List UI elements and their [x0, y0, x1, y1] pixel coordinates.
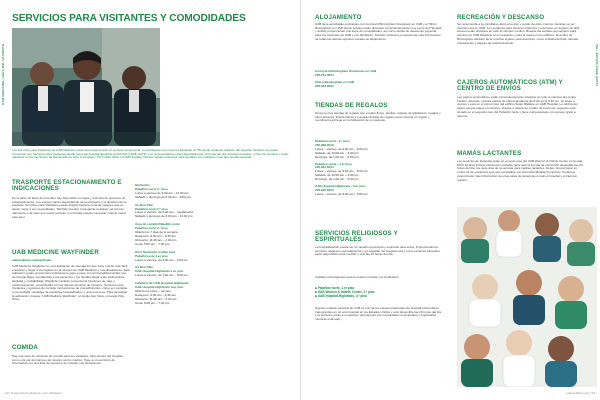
location-place: Pabellón norte 2.º piso	[135, 206, 168, 211]
section-heading-atm: CAJEROS AUTOMÁTICOS (ATM) Y CENTRO DE ENVÍOS	[457, 79, 563, 93]
location-hours: Sábado y domingo de 6:00 am – 11:00 pm	[135, 214, 193, 219]
gift-shop-phone[interactable]: 205.934.6434	[315, 165, 334, 170]
dining-location	[135, 282, 225, 305]
chapel-item: ■ UAB Women & Infants Center, 2.º piso	[315, 289, 375, 294]
section-heading-wayfinder: UAB MEDICINE WAYFINDER	[12, 249, 99, 256]
section-heading-religious: SERVICIOS RELIGIOSOS Y ESPIRITUALES	[315, 230, 398, 244]
gift-shop-list	[315, 140, 443, 197]
gift-shop-item	[315, 185, 443, 197]
lodging-phone[interactable]: 205.254.0004	[315, 72, 334, 77]
left-footer: 12 | Guía para el paciente y los visitantes	[5, 391, 62, 395]
section-body-nursing: Los servicios de lactancia están en el sexto piso del UAB Women & Infants Center en la sala 6110. El área incluye estaciones privadas para usar la bomba de extracción disponible las 24 horas del día, los siete días de la semana para madres lactantes. Deben proporcionar su propio kit de extracción que sea compatible con la bomba Medela Symphony. Podemos proporcionar más información de otras salas de lactancia en todo el hospital y el campus médico.	[457, 159, 583, 182]
section-body-gift-shops: Tenemos tres tiendas de regalos que venden flores, plantas, tarjetas de felicitación, regalos y otros artículos. Puede llamar a nuestras tiendas de regalos para comprar un regalo y coordinar la entrega en la habitación de un paciente.	[315, 111, 441, 123]
section-body-wayfinder: UAB Medicine Wayfinder es una aplicación de navegación que hace mucho más fácil encontrar y llegar a los lugares en el campus de UAB Medicine y sus alrededores. Esta aplicación gratis proporciona indicaciones paso a paso con funcionalidad similar a la de Google Maps, ayudándolo a los pacientes y los familias llegar a las instituciones facilidad y confiabilidad. Wayfinder también proporciona funciones de viaje y estacionamiento, conectividad con los demás servicios de Campus, Servicios para Visitantes y opciones de comida, instrucciones de procedimientos, cómo ver estrellas en la pantalla, unidades de pacientes hospitalizados y otros recursos. Para descargar la aplicación, busque "UAB Medicine Wayfinder" en Apple App Store o Google Play Store.	[12, 264, 130, 302]
section-heading-food: COMIDA	[12, 344, 38, 351]
location-name: Cafetería de UAB Hospital-Highlands	[135, 281, 189, 286]
location-hours: Cena: 5:00 pm – 7:30 pm	[135, 300, 170, 305]
gift-shop-phone[interactable]: 205.996.2019	[315, 142, 334, 147]
location-hours: Lunes a viernes, de 6:00 am – medianoche	[135, 210, 194, 215]
dining-location-list	[135, 184, 225, 306]
location-hours: Desayuno: 6:00 am – 9:45 am	[135, 233, 176, 238]
lodging-phone[interactable]: 205.933.9000	[315, 83, 334, 88]
right-page	[300, 0, 600, 400]
right-footer: uabmedicine.org | 13	[566, 391, 595, 395]
section-heading-gift-shops: TIENDAS DE REGALOS	[315, 102, 388, 109]
section-heading-nursing: MAMÁS LACTANTES	[457, 150, 522, 157]
gift-shop-phone[interactable]: 205.930.9325	[315, 187, 334, 192]
left-side-tab: UAB MEDICINE | GUÍA DEL PACIENTE	[1, 44, 5, 105]
location-hours: Almuerzo: 11:00 am – 2:30 pm	[135, 296, 177, 301]
location-name: Área de comida Pabellón norte	[135, 222, 180, 227]
staff-collage-illustration	[457, 207, 597, 387]
lodging-list	[315, 70, 443, 89]
gift-shop-hours: Sábado, de 10:00 am – 4:00 pm	[315, 150, 359, 155]
location-place: Pabellón norte 2.º piso	[135, 226, 168, 231]
lodging-item	[315, 81, 443, 89]
gift-shop-item	[315, 163, 443, 183]
staff-collage-photo	[457, 207, 597, 387]
location-place: Pabellón norte 2.º piso	[135, 186, 168, 191]
location-place: UAB Hospital Highlands 3.er piso	[135, 285, 184, 290]
location-place: UAB Hospital Highlands 1.er piso	[135, 269, 184, 274]
gift-shop-name: UAB Hospital-Highlands • 3.er piso	[315, 184, 366, 189]
staff-photo-illustration	[12, 28, 160, 146]
location-hours: Sábado y domingo de 5:30 am – 8:00 pm	[135, 194, 191, 199]
section-body-pastoral: Nuestro cuidado pastoral de UAB es uno de los equipos pastorales de hospital universitario más grandes en un solo hospital en los Estados Unidos y está disponible las 24 horas del día. Los servicios están a su alcance para apoyar sus necesidades emocionales y espirituales mientras está aquí.	[315, 306, 442, 322]
dining-location	[135, 251, 225, 263]
section-body-lodging: UAB tiene acordadas exclusivas con Courtyard Birmingham Downtown en UAB y el Hilton Birmingham en UAB. Estos hoteles están ubicados convenientemente muy cerca del Hospital y ambos proporcionan una serie de comodidades, así como tarifas de descuento especial para los pacientes de UAB y sus familiares. También podemos proporcionar más información de todas las demás opciones locales de alojamiento.	[315, 22, 442, 41]
section-body-religious: La hospitalización puede ser un desafío emocional y espiritual para todos. Proporcionamos servicios religiosos semanalmente y un capellán del hospital está y otros espacios tranquilos están disponibles para meditar y orar las 24 horas del día.	[315, 245, 440, 257]
location-hours: Lunes a viernes de 6:30 am – 11:30 pm	[135, 190, 189, 195]
gift-shop-hours: Lunes – viernes, de 9:00 am – 5:00 pm	[315, 191, 368, 196]
chapels-intro: Capillas interreligiosas para la oración privada y la meditación:	[315, 275, 400, 279]
lodging-name: Hilton Birmingham en UAB	[315, 79, 355, 84]
dining-location	[135, 204, 225, 220]
chapel-item: ■ Pabellón norte, 1.er piso	[315, 286, 355, 290]
gift-shop-hours: Lunes – viernes, de 9:00 am – 6:00 pm	[315, 146, 368, 151]
dining-location	[135, 184, 225, 200]
chapel-location: Pabellón norte, 1.er piso	[317, 286, 355, 290]
photo-caption: Los Servicios para Visitantes de UAB Medicine están aquí para prestar un servicio excepcional. Comuníquese con nosotros llamando al *55 desde cualquier teléfono del hospital. También se puede comunicar con Servicios para Visitantes desde fuera del hospital llamando al 205.934.CARE (2273). Los representantes están disponibles las 24 horas del día, incluidos feriados, y fines de semana y están ubicados en los escritorios de bienvenida en todo el hospital y The Kirklin Clinic of UAB Hospital. Nuestro equipo está aquí para ayudarlo con cualquier cosa que pueda necesitar.	[12, 148, 289, 160]
gift-shop-name: Pabellón oeste • 1.er piso	[315, 161, 352, 166]
page-title: SERVICIOS PARA VISITANTES Y COMODIDADES	[12, 13, 246, 24]
section-heading-lodging: ALOJAMIENTO	[315, 14, 362, 21]
location-name: Au Bon Pain	[135, 202, 154, 207]
right-side-tab: TEL: 205.934.CARE (2273)	[595, 44, 599, 86]
location-hours: Lunes a viernes, de 7:00 am – 5:00 pm	[135, 273, 188, 278]
location-hours: Cena: 5:00 pm – 7:30 pm	[135, 241, 170, 246]
wayfinder-link[interactable]: uabmedicine.org/wayfinder	[12, 258, 52, 262]
section-body-recreation: Se recomienda a los familiares alivio el estrés y cuidar de ellos mismos mientras su ser querido está en UAB. Los senderos para caminar interiores y exteriores en lugares de fácil acceso están ubicados en todo el campus médico. Busque las señales del sendero para caminar de UAB Medicine en el vestíbulo o pida el mapa en los edificios. El centro de Birmingham también tiene muchos lugares para divertirse, como el Railroad Park, tiendas, restaurantes y lugares de entretenimiento.	[457, 22, 580, 45]
gift-shop-name: Pabellón norte • 2.º piso	[315, 139, 350, 143]
lodging-item	[315, 70, 443, 78]
location-name: Starbucks	[135, 183, 150, 187]
gift-shop-hours: Domingo, de 1:00 pm – 5:00 pm	[315, 154, 359, 159]
lodging-name: Courtyard Birmingham Downtown en UAB	[315, 69, 377, 73]
dining-location	[135, 266, 225, 278]
chapel-location: UAB Hospital-Highlands, 4.º piso	[317, 293, 367, 298]
section-body-atm: Los cajeros automáticos están convenientemente situados en todo el campus del centro médico. Además, nuestra oficina de caja está abierta de 8:00 am a 4:30 pm, de lunes a viernes y está en el primer piso del edificio Spain Wallace en UAB Hospital. La oficina del cajero acepta pagos en efectivo, cheque o tarjeta de crédito. El centro de negocios está situado en el segundo piso del Pabellón norte y tiene computadoras con acceso gratis a Internet.	[457, 95, 578, 118]
section-heading-recreation: RECREACIÓN Y DESCANSO	[457, 14, 545, 21]
location-name: GG's Starbucks Coffee Cart	[135, 249, 176, 254]
staff-photo	[12, 28, 160, 146]
location-hours: Abierto los 7 días de la semana	[135, 230, 178, 235]
gift-shop-item	[315, 140, 443, 160]
gift-shop-hours: Sábado, de 10:00 am – 4:00 pm	[315, 173, 359, 178]
section-body-transport: En la parte de atrás de este libro hay disponible un mapa y una lista de opciones de estacionamiento. Los precios varían dependiendo de la ubicación y la duración de la estancia. Servicios para Visitantes puede dirigirlo hacia la zona de parqueo que se ajuste mejor a sus necesidades. También pueden conseguirle cualquier servicio de transporte o de taxis que usted necesite o su familia pueden necesitar cuando usted esté aquí.	[12, 196, 126, 219]
dining-location	[135, 223, 225, 246]
location-hours: Desayuno: 6:00 am – 9:30 am	[135, 292, 176, 297]
chapel-item: ■ UAB Hospital-Highlands, 4.º piso	[315, 293, 367, 298]
location-place: Pabellón este 1.er piso	[135, 253, 169, 258]
chapel-location: UAB Women & Infants Center, 2.º piso	[317, 289, 375, 294]
chapel-list	[315, 287, 443, 298]
location-hours: Almuerzo: 11:00 am – 2:00 pm	[135, 237, 177, 242]
section-body-food: Hay una serie de opciones de comida para los visitantes, tanto dentro del hospital como a la par del campus de nuestro centro médico. Pase a un escritorio de información por una lista de opciones de comida y de ubicaciones.	[12, 354, 123, 366]
gift-shop-hours: Lunes – viernes, de 9:00 am – 6:00 pm	[315, 169, 368, 174]
location-name: Au Bon Pain	[135, 265, 154, 270]
gift-shop-hours: Domingo, de 1:00 pm – 5:00 pm	[315, 177, 359, 182]
location-hours: Lunes a viernes, de 6:00 am – 2:00 pm	[135, 257, 188, 262]
section-heading-transport: TRASPORTE ESTACIONAMIENTO E INDICACIONES	[12, 179, 122, 193]
location-hours: Abierto los lunes – viernes	[135, 288, 171, 293]
